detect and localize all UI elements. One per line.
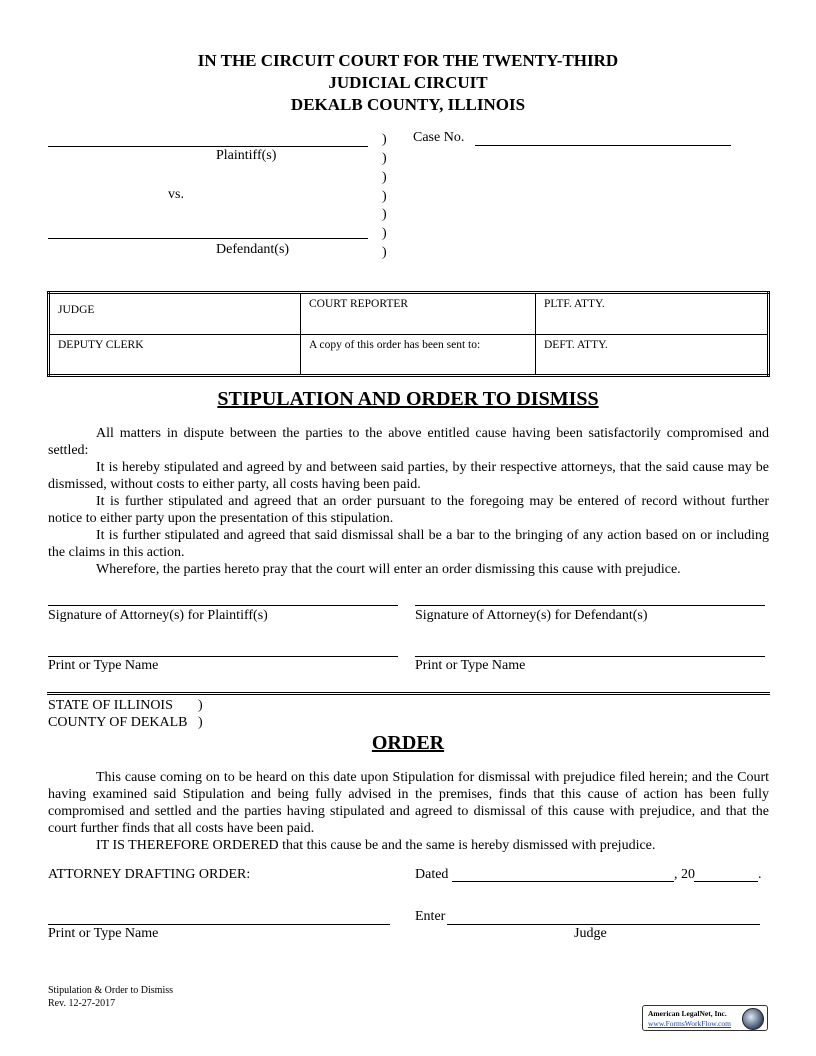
header-line-1: IN THE CIRCUIT COURT FOR THE TWENTY-THIRD — [197, 51, 619, 70]
plaintiff-name-line[interactable] — [48, 146, 368, 147]
defendant-print-name-label: Print or Type Name — [415, 658, 526, 673]
logo-url[interactable]: www.FormsWorkFlow.com — [648, 1019, 732, 1028]
vs-label: vs. — [168, 187, 184, 202]
section-divider — [47, 692, 770, 695]
court-info-table — [47, 291, 770, 377]
judge-signature-line[interactable] — [447, 924, 760, 925]
form-revision: Rev. 12-27-2017 — [48, 998, 116, 1009]
header-line-3: DEKALB COUNTY, ILLINOIS — [290, 95, 526, 114]
form-name: Stipulation & Order to Dismiss — [48, 985, 173, 996]
deft-atty-cell[interactable] — [536, 335, 769, 376]
state-label: STATE OF ILLINOIS — [48, 698, 173, 713]
judge-cell[interactable] — [49, 293, 301, 335]
caption-paren: ) — [382, 226, 387, 241]
enter-label: Enter — [415, 909, 446, 924]
drafting-attorney-print-name-label: Print or Type Name — [48, 926, 159, 941]
pltf-atty-label: PLTF. ATTY. — [544, 298, 605, 310]
case-no-label: Case No. — [413, 130, 465, 145]
venue-paren: ) — [198, 715, 203, 730]
attorney-drafting-label: ATTORNEY DRAFTING ORDER: — [48, 867, 251, 882]
dated-label: Dated — [415, 867, 449, 882]
caption-paren: ) — [382, 207, 387, 222]
copy-sent-cell[interactable] — [301, 335, 536, 376]
header-line-2: JUDICIAL CIRCUIT — [328, 73, 488, 92]
caption-paren: ) — [382, 170, 387, 185]
stipulation-paragraph: It is hereby stipulated and agreed by and between said parties, by their respective attorneys, that the said cause may be dismissed, without costs to either party, all costs having been paid. — [48, 460, 769, 492]
globe-icon — [742, 1008, 764, 1030]
venue-paren: ) — [198, 698, 203, 713]
plaintiff-attorney-signature-label: Signature of Attorney(s) for Plaintiff(s) — [48, 608, 268, 623]
order-body — [48, 769, 769, 854]
order-title-text: ORDER — [371, 732, 445, 754]
defendant-label: Defendant(s) — [216, 242, 290, 257]
pltf-atty-cell[interactable] — [536, 293, 769, 335]
year-line[interactable] — [694, 881, 758, 882]
stipulation-title-text: STIPULATION AND ORDER TO DISMISS — [217, 388, 599, 410]
dated-period: . — [758, 867, 762, 882]
stipulation-paragraph: Wherefore, the parties hereto pray that the court will enter an order dismissing this cause with prejudice. — [96, 562, 681, 577]
defendant-attorney-signature-line[interactable] — [415, 605, 765, 606]
defendant-attorney-signature-label: Signature of Attorney(s) for Defendant(s) — [415, 608, 648, 623]
caption-paren: ) — [382, 245, 387, 260]
stipulation-body — [48, 425, 769, 578]
order-paragraph: IT IS THEREFORE ORDERED that this cause be and the same is hereby dismissed with prejudice. — [96, 838, 656, 853]
defendant-name-line[interactable] — [48, 238, 368, 239]
stipulation-paragraph: All matters in dispute between the parties to the above entitled cause having been satisfactorily compromised and settled: — [48, 426, 769, 458]
deputy-clerk-label: DEPUTY CLERK — [58, 339, 144, 351]
deputy-clerk-cell[interactable] — [49, 335, 301, 376]
stipulation-paragraph: It is further stipulated and agreed that an order pursuant to the foregoing may be entered of record without further notice to either party upon the presentation of this stipulation. — [48, 494, 769, 526]
plaintiff-attorney-signature-line[interactable] — [48, 605, 398, 606]
form-footer — [48, 984, 173, 1010]
caption-paren: ) — [382, 151, 387, 166]
logo-company-name: American LegalNet, Inc. — [648, 1009, 727, 1018]
american-legalnet-logo[interactable] — [642, 1005, 768, 1031]
court-reporter-cell[interactable] — [301, 293, 536, 335]
judge-label: Judge — [574, 926, 607, 941]
plaintiff-print-name-line[interactable] — [48, 656, 398, 657]
caption-paren: ) — [382, 189, 387, 204]
dated-line[interactable] — [452, 881, 674, 882]
copy-sent-label: A copy of this order has been sent to: — [309, 339, 481, 351]
plaintiff-print-name-label: Print or Type Name — [48, 658, 159, 673]
caption-paren: ) — [382, 132, 387, 147]
stipulation-paragraph: It is further stipulated and agreed that said dismissal shall be a bar to the bringing of any action based on or including the claims in this action. — [48, 528, 769, 560]
defendant-print-name-line[interactable] — [415, 656, 765, 657]
order-title — [0, 732, 816, 755]
county-label: COUNTY OF DEKALB — [48, 715, 188, 730]
deft-atty-label: DEFT. ATTY. — [544, 339, 608, 351]
judge-label: JUDGE — [58, 304, 95, 316]
drafting-attorney-print-name-line[interactable] — [48, 924, 390, 925]
court-reporter-label: COURT REPORTER — [309, 298, 409, 310]
case-no-line[interactable] — [475, 145, 731, 146]
order-paragraph: This cause coming on to be heard on this date upon Stipulation for dismissal with prejudice filed herein; and the Court having examined said Stipulation and being fully advised in the premises, finds that this cause of action has been fully compromised and settled and the parties having stipulated and agreed to dismissal of this cause with prejudice, and that the court further finds that all costs have been paid. — [48, 770, 769, 836]
court-header — [0, 50, 816, 116]
year-prefix: , 20 — [674, 867, 695, 882]
plaintiff-label: Plaintiff(s) — [216, 148, 277, 163]
stipulation-title — [0, 388, 816, 411]
